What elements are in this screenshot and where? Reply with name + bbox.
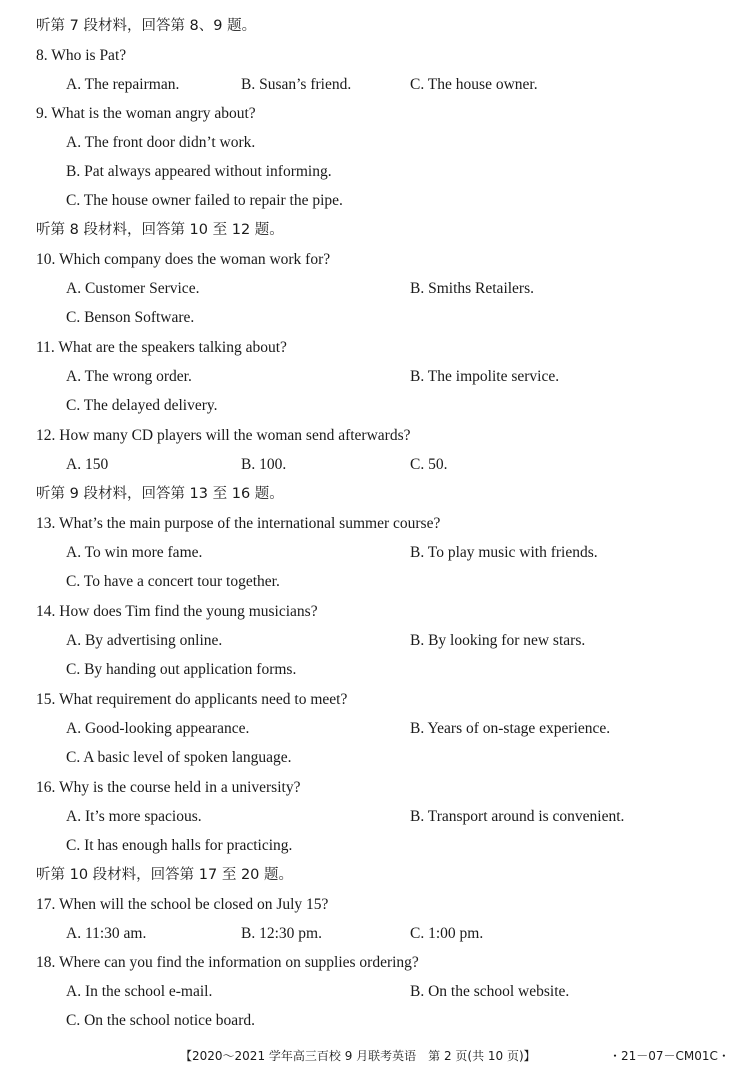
question-12-option-a: A. 150 (66, 456, 109, 473)
question-8-option-a: A. The repairman. (66, 76, 180, 93)
question-13-option-a: A. To win more fame. (66, 544, 203, 561)
section-heading-7: 听第 7 段材料，回答第 8、9 题。 (36, 18, 257, 34)
question-10-stem: 10. Which company does the woman work for? (36, 251, 331, 268)
question-14-stem: 14. How does Tim find the young musicians? (36, 603, 318, 620)
question-15-option-b: B. Years of on-stage experience. (410, 720, 611, 737)
question-15-options-row2 (0, 746, 731, 770)
question-9-option-c: C. The house owner failed to repair the pipe. (66, 192, 343, 209)
question-10-option-c: C. Benson Software. (66, 309, 195, 326)
question-16-option-c: C. It has enough halls for practicing. (66, 837, 293, 854)
question-8-stem: 8. Who is Pat? (36, 47, 127, 64)
question-18-option-b: B. On the school website. (410, 983, 570, 1000)
question-12-options (0, 453, 731, 477)
question-12-option-c: C. 50. (410, 456, 448, 473)
question-18-options-row1 (0, 980, 731, 1004)
question-11-option-c: C. The delayed delivery. (66, 397, 218, 414)
question-11-option-a: A. The wrong order. (66, 368, 192, 385)
question-8-options (0, 73, 731, 97)
question-9-option-b-row (0, 160, 731, 184)
question-18-options-row2 (0, 1009, 731, 1033)
footer-page-info: 【2020～2021 学年高三百校 9 月联考英语 第 2 页(共 10 页)】 (180, 1049, 536, 1063)
question-13-option-c: C. To have a concert tour together. (66, 573, 280, 590)
question-16-stem: 16. Why is the course held in a university? (36, 779, 301, 796)
question-10-options-row1 (0, 277, 731, 301)
question-14-option-c: C. By handing out application forms. (66, 661, 297, 678)
question-18-option-a: A. In the school e-mail. (66, 983, 213, 1000)
page-footer (0, 1046, 731, 1066)
question-18-stem: 18. Where can you find the information on supplies ordering? (36, 954, 419, 971)
question-11-options-row2 (0, 394, 731, 418)
question-17-options (0, 922, 731, 946)
question-15-stem: 15. What requirement do applicants need to meet? (36, 691, 348, 708)
question-10-options-row2 (0, 306, 731, 330)
question-15-option-a: A. Good-looking appearance. (66, 720, 250, 737)
question-17-option-a: A. 11:30 am. (66, 925, 147, 942)
question-16-option-b: B. Transport around is convenient. (410, 808, 625, 825)
footer-exam-code: ・21－07－CM01C・ (609, 1049, 730, 1063)
question-14-options-row1 (0, 629, 731, 653)
question-14-options-row2 (0, 658, 731, 682)
question-15-options-row1 (0, 717, 731, 741)
question-8-option-c: C. The house owner. (410, 76, 538, 93)
question-13-options-row1 (0, 541, 731, 565)
question-9-option-a: A. The front door didn’t work. (66, 134, 256, 151)
question-9-option-b: B. Pat always appeared without informing. (66, 163, 332, 180)
question-15-option-c: C. A basic level of spoken language. (66, 749, 292, 766)
question-13-option-b: B. To play music with friends. (410, 544, 598, 561)
question-11-stem: 11. What are the speakers talking about? (36, 339, 287, 356)
question-9-option-a-row (0, 131, 731, 155)
question-13-options-row2 (0, 570, 731, 594)
question-9-stem: 9. What is the woman angry about? (36, 105, 256, 122)
question-16-option-a: A. It’s more spacious. (66, 808, 202, 825)
question-12-option-b: B. 100. (241, 456, 287, 473)
question-17-option-c: C. 1:00 pm. (410, 925, 484, 942)
question-16-options-row2 (0, 834, 731, 858)
question-10-option-a: A. Customer Service. (66, 280, 200, 297)
question-10-option-b: B. Smiths Retailers. (410, 280, 534, 297)
question-14-option-b: B. By looking for new stars. (410, 632, 586, 649)
question-11-options-row1 (0, 365, 731, 389)
question-17-option-b: B. 12:30 pm. (241, 925, 322, 942)
question-17-stem: 17. When will the school be closed on July 15? (36, 896, 329, 913)
question-14-option-a: A. By advertising online. (66, 632, 223, 649)
section-heading-10: 听第 10 段材料，回答第 17 至 20 题。 (36, 867, 294, 883)
question-16-options-row1 (0, 805, 731, 829)
question-9-option-c-row (0, 189, 731, 213)
question-8-option-b: B. Susan’s friend. (241, 76, 352, 93)
section-heading-9: 听第 9 段材料，回答第 13 至 16 题。 (36, 486, 284, 502)
question-13-stem: 13. What’s the main purpose of the international summer course? (36, 515, 441, 532)
question-18-option-c: C. On the school notice board. (66, 1012, 255, 1029)
question-12-stem: 12. How many CD players will the woman send afterwards? (36, 427, 411, 444)
section-heading-8: 听第 8 段材料，回答第 10 至 12 题。 (36, 222, 284, 238)
question-11-option-b: B. The impolite service. (410, 368, 560, 385)
